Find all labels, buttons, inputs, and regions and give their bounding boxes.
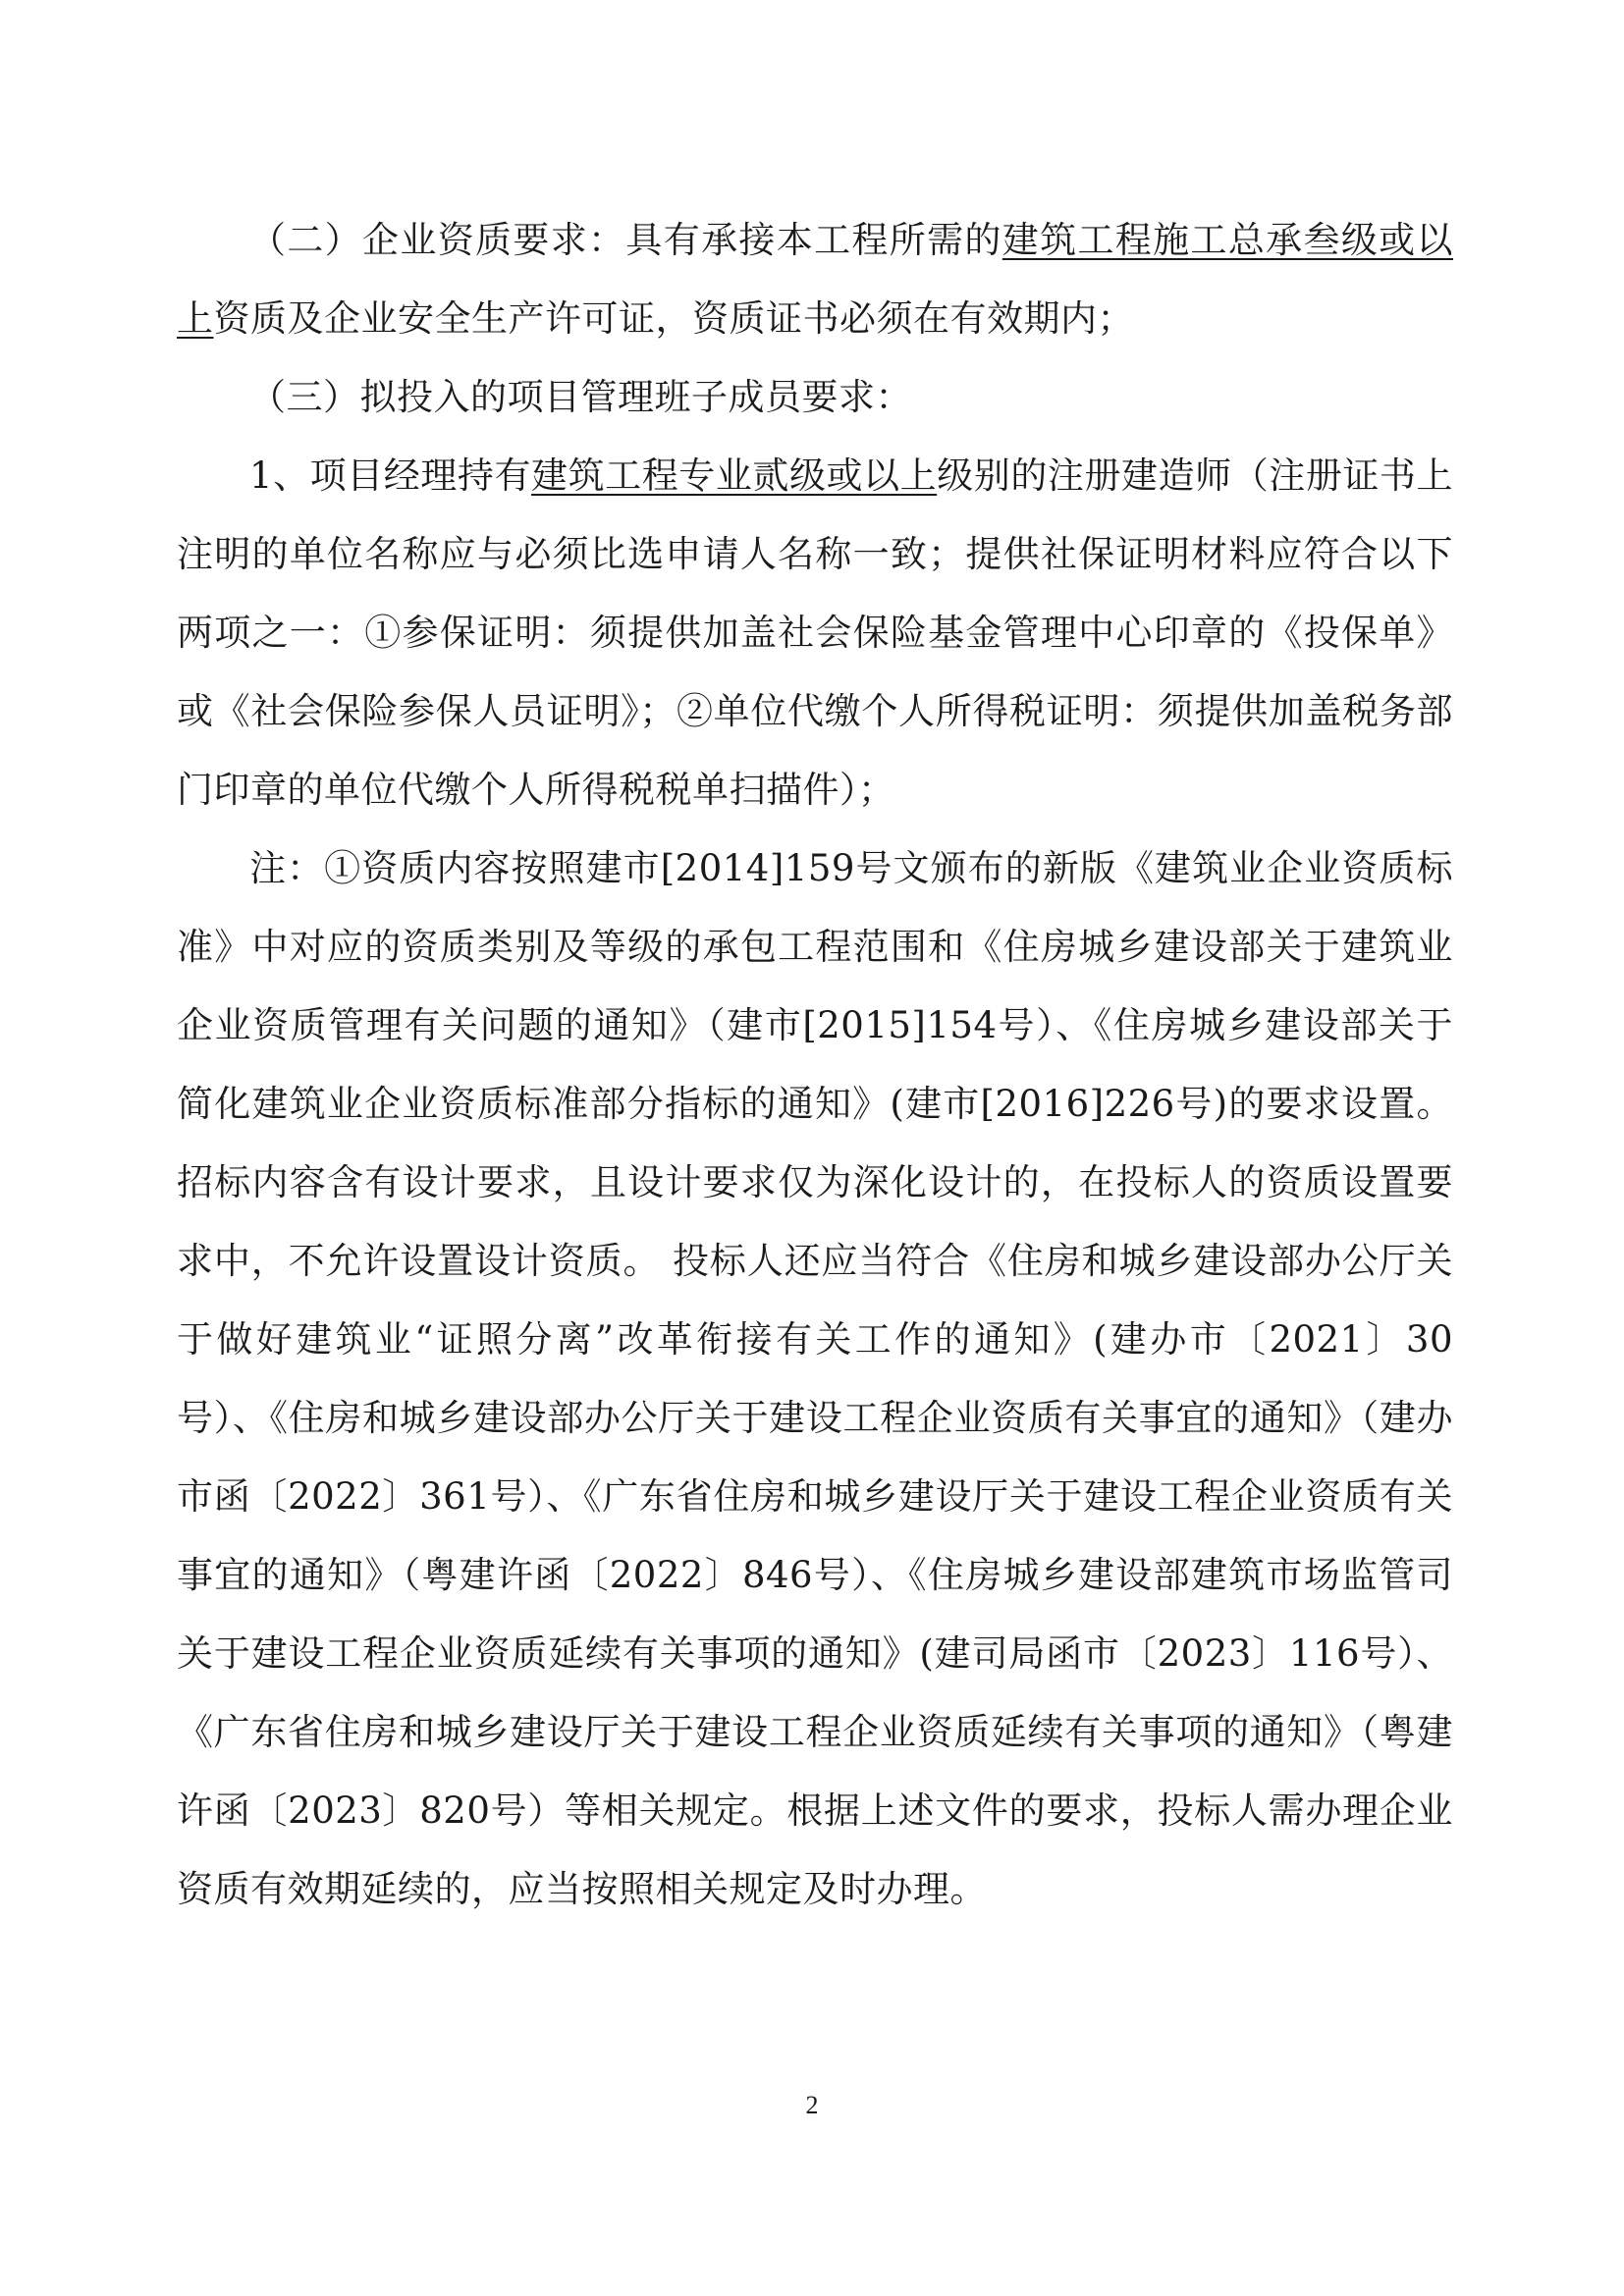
manager-trail-text: 级别的注册建造师（注册证书上注明的单位名称应与必须比选申请人名称一致；提供社保证明材料应符合以下两项之一：①参保证明：须提供加盖社会保险基金管理中心印章的《投保单》或《社会保险参保人员证明》；②单位代缴个人所得税证明：须提供加盖税务部门印章的单位代缴个人所得税税单扫描件）； [177,454,1453,811]
paragraph-project-manager [177,437,1453,829]
paragraph-qualification [177,201,1453,358]
qualification-underlined-text: 建筑工程施工总承叁级或以上 [177,219,1454,340]
paragraph-team-heading: （三）拟投入的项目管理班子成员要求： [249,376,912,418]
document-body [177,201,1453,1929]
paragraph-note: 注：①资质内容按照建市[2014]159号文颁布的新版《建筑业企业资质标准》中对应的资质类别及等级的承包工程范围和《住房城乡建设部关于建筑业企业资质管理有关问题的通知》（建市[2015]154号）、《住房城乡建设部关于简化建筑业企业资质标准部分指标的通知》(建市[2016]226号)的要求设置。招标内容含有设计要求，且设计要求仅为深化设计的，在投标人的资质设置要求中，不允许设置设计资质。 投标人还应当符合《住房和城乡建设部办公厅关于做好建筑业“证照分离”改革衔接有关工作的通知》(建办市〔2021〕30号）、《住房和城乡建设部办公厅关于建设工程企业资质有关事宜的通知》（建办市函〔2022〕361号）、《广东省住房和城乡建设厅关于建设工程企业资质有关事宜的通知》（粤建许函〔2022〕846号）、《住房城乡建设部建筑市场监管司关于建设工程企业资质延续有关事项的通知》(建司局函市〔2023〕116号）、《广东省住房和城乡建设厅关于建设工程企业资质延续有关事项的通知》（粤建许函〔2023〕820号）等相关规定。根据上述文件的要求，投标人需办理企业资质有效期延续的，应当按照相关规定及时办理。 [177,847,1453,1910]
qualification-lead-text: （二）企业资质要求：具有承接本工程所需的 [249,219,1002,261]
page-number: 2 [805,2091,819,2119]
manager-lead-text: 1、项目经理持有 [249,454,532,497]
manager-underlined-text: 建筑工程专业贰级或以上 [531,454,938,497]
qualification-trail-text: 资质及企业安全生产许可证，资质证书必须在有效期内； [213,297,1134,340]
